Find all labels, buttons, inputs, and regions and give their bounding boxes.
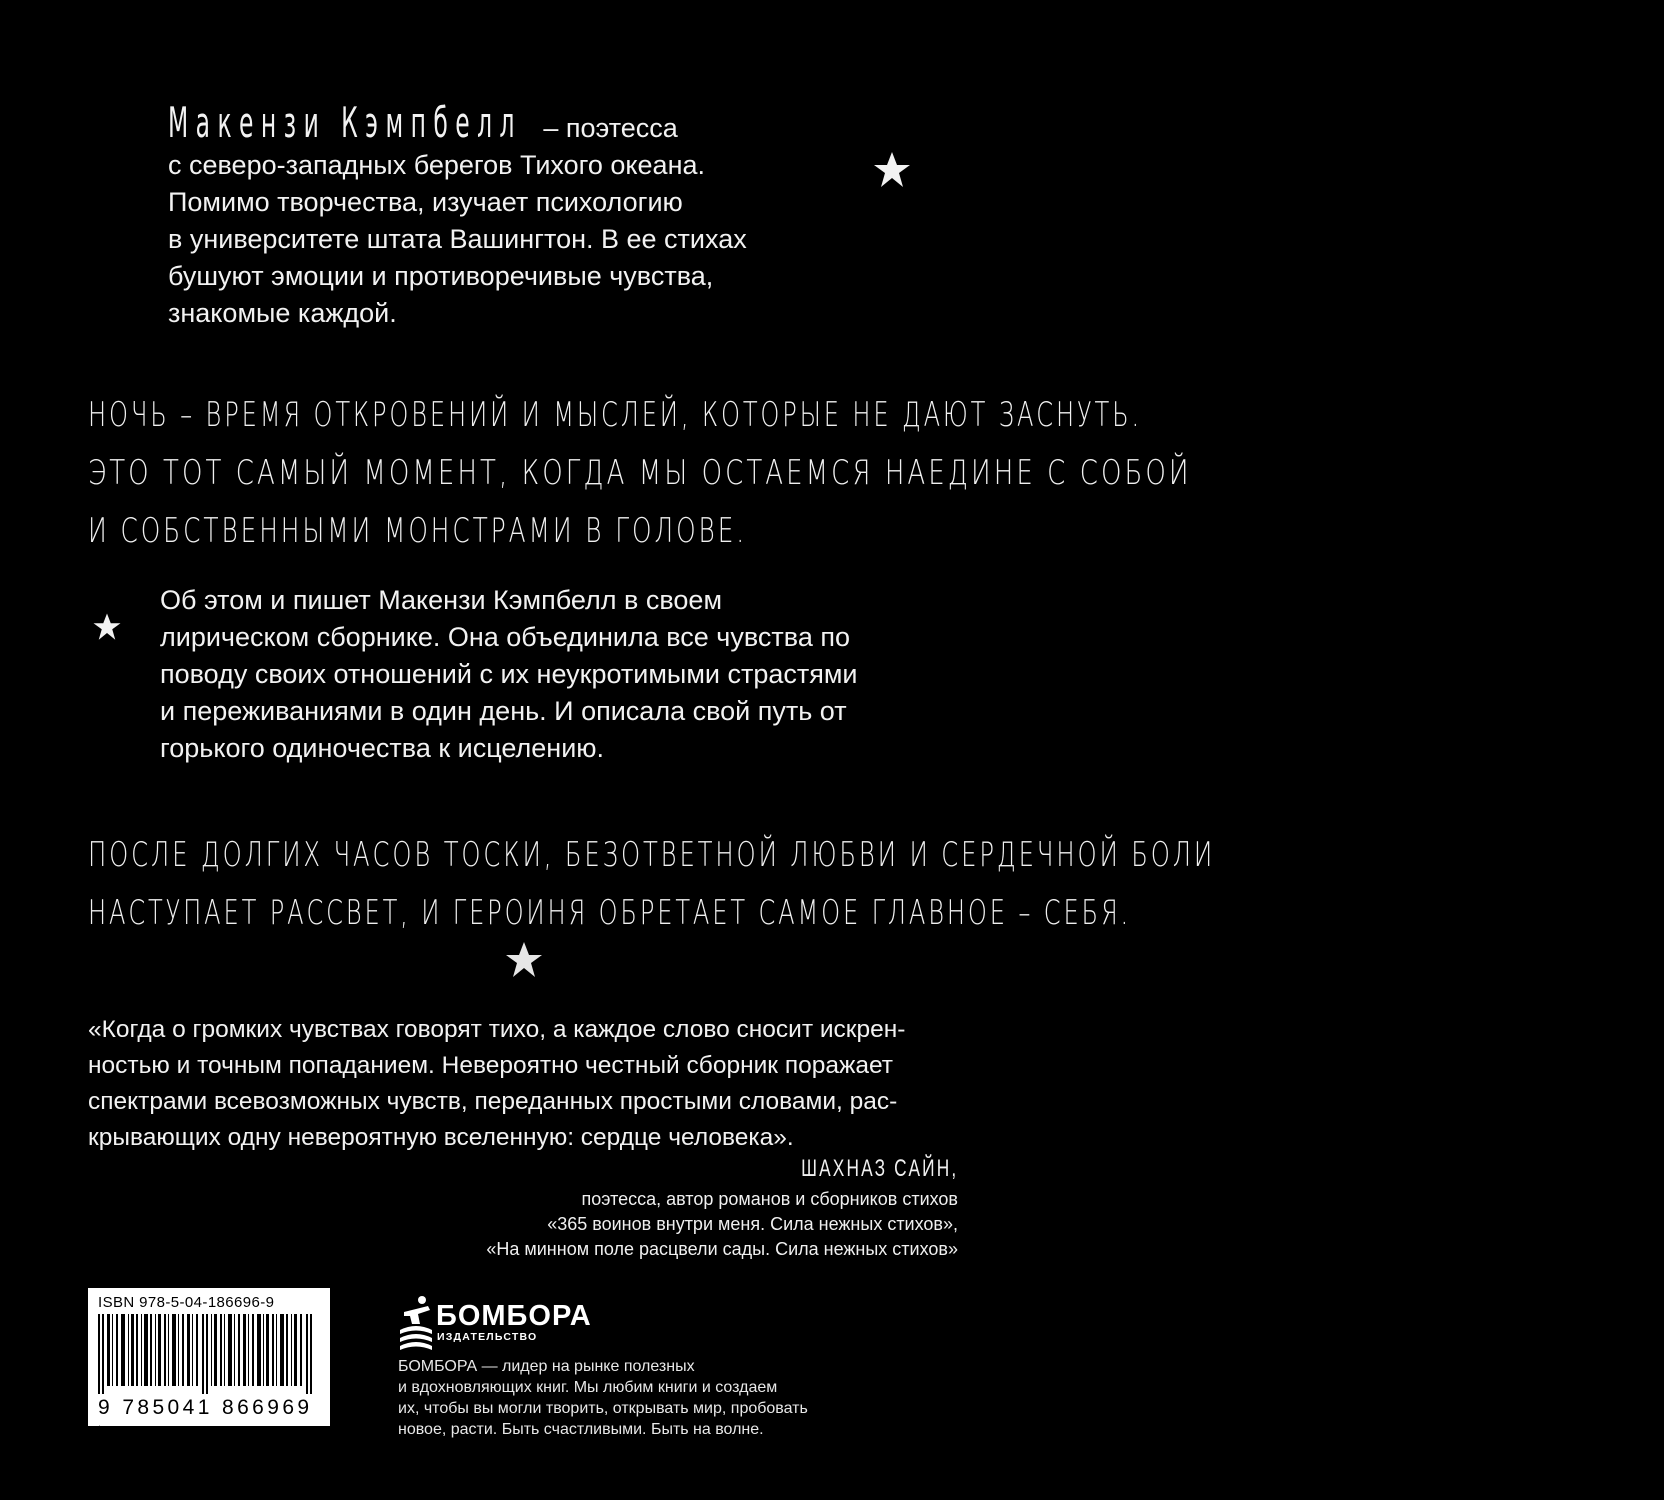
- highlight-line: ПОСЛЕ ДОЛГИХ ЧАСОВ ТОСКИ, БЕЗОТВЕТНОЙ ЛЮБВИ И СЕРДЕЧНОЙ БОЛИ: [88, 835, 1216, 875]
- intro-line: Помимо творчества, изучает психологию: [168, 187, 683, 217]
- body-text: [160, 582, 920, 767]
- highlight-line: ЭТО ТОТ САМЫЙ МОМЕНТ, КОГДА МЫ ОСТАЕМСЯ НАЕДИНЕ С СОБОЙ: [88, 453, 1192, 493]
- quote-attribution: [486, 1156, 958, 1262]
- isbn-number: ISBN 978-5-04-186696-9: [98, 1294, 275, 1311]
- quote-line: крывающих одну невероятную вселенную: сердце человека».: [88, 1124, 794, 1151]
- intro-line: с северо-западных берегов Тихого океана.: [168, 150, 705, 180]
- intro-line: в университете штата Вашингтон. В ее стихах: [168, 224, 747, 254]
- blurb-line: БОМБОРА — лидер на рынке полезных: [398, 1358, 695, 1375]
- quote-line: спектрами всевозможных чувств, переданных простыми словами, рас-: [88, 1088, 898, 1115]
- attribution-name: ШАХНАЗ САЙН,: [800, 1155, 958, 1182]
- publisher-blurb: [398, 1356, 818, 1440]
- highlight-dawn: [88, 826, 1664, 942]
- body-line: поводу своих отношений с их неукротимыми страстями: [160, 659, 858, 689]
- barcode-bars: [98, 1314, 320, 1394]
- intro-line: бушуют эмоции и противоречивые чувства,: [168, 261, 714, 291]
- body-line: горького одиночества к исцелению.: [160, 733, 605, 763]
- bombora-logo-icon: [398, 1294, 434, 1359]
- review-quote: [88, 1012, 960, 1156]
- author-intro: [168, 98, 818, 332]
- blurb-line: новое, расти. Быть счастливыми. Быть на волне.: [398, 1421, 764, 1438]
- barcode: [88, 1288, 330, 1443]
- highlight-line: НОЧЬ – ВРЕМЯ ОТКРОВЕНИЙ И МЫСЛЕЙ, КОТОРЫЕ НЕ ДАЮТ ЗАСНУТЬ.: [88, 395, 1143, 435]
- attribution-line: поэтесса, автор романов и сборников стихов: [581, 1189, 958, 1209]
- blurb-line: их, чтобы вы могли творить, открывать мир, пробовать: [398, 1400, 808, 1417]
- publisher-name: БОМБОРА: [436, 1300, 592, 1332]
- star-icon: [92, 612, 122, 642]
- body-line: и переживаниями в один день. И описала свой путь от: [160, 696, 847, 726]
- attribution-line: «365 воинов внутри меня. Сила нежных стихов»,: [547, 1214, 958, 1234]
- star-icon: [872, 150, 912, 190]
- highlight-night: [88, 386, 1573, 560]
- body-line: лирическом сборнике. Она объединила все чувства по: [160, 622, 850, 652]
- highlight-line: НАСТУПАЕТ РАССВЕТ, И ГЕРОИНЯ ОБРЕТАЕТ САМОЕ ГЛАВНОЕ – СЕБЯ.: [88, 893, 1132, 933]
- intro-line: – поэтесса: [543, 113, 678, 143]
- author-name: Макензи Кэмпбелл: [168, 98, 522, 147]
- blurb-line: и вдохновляющих книг. Мы любим книги и создаем: [398, 1379, 778, 1396]
- attribution-line: «На минном поле расцвели сады. Сила нежных стихов»: [486, 1239, 958, 1259]
- quote-line: «Когда о громких чувствах говорят тихо, а каждое слово сносит искрен-: [88, 1016, 906, 1043]
- star-icon: [504, 940, 544, 980]
- quote-line: ностью и точным попаданием. Невероятно честный сборник поражает: [88, 1052, 894, 1079]
- highlight-line: И СОБСТВЕННЫМИ МОНСТРАМИ В ГОЛОВЕ.: [88, 511, 748, 551]
- body-line: Об этом и пишет Макензи Кэмпбелл в своем: [160, 585, 723, 615]
- intro-line: знакомые каждой.: [168, 298, 397, 328]
- ean-number: 9 785041 866969 >: [98, 1396, 313, 1443]
- publisher-subtitle: ИЗДАТЕЛЬСТВО: [437, 1331, 538, 1343]
